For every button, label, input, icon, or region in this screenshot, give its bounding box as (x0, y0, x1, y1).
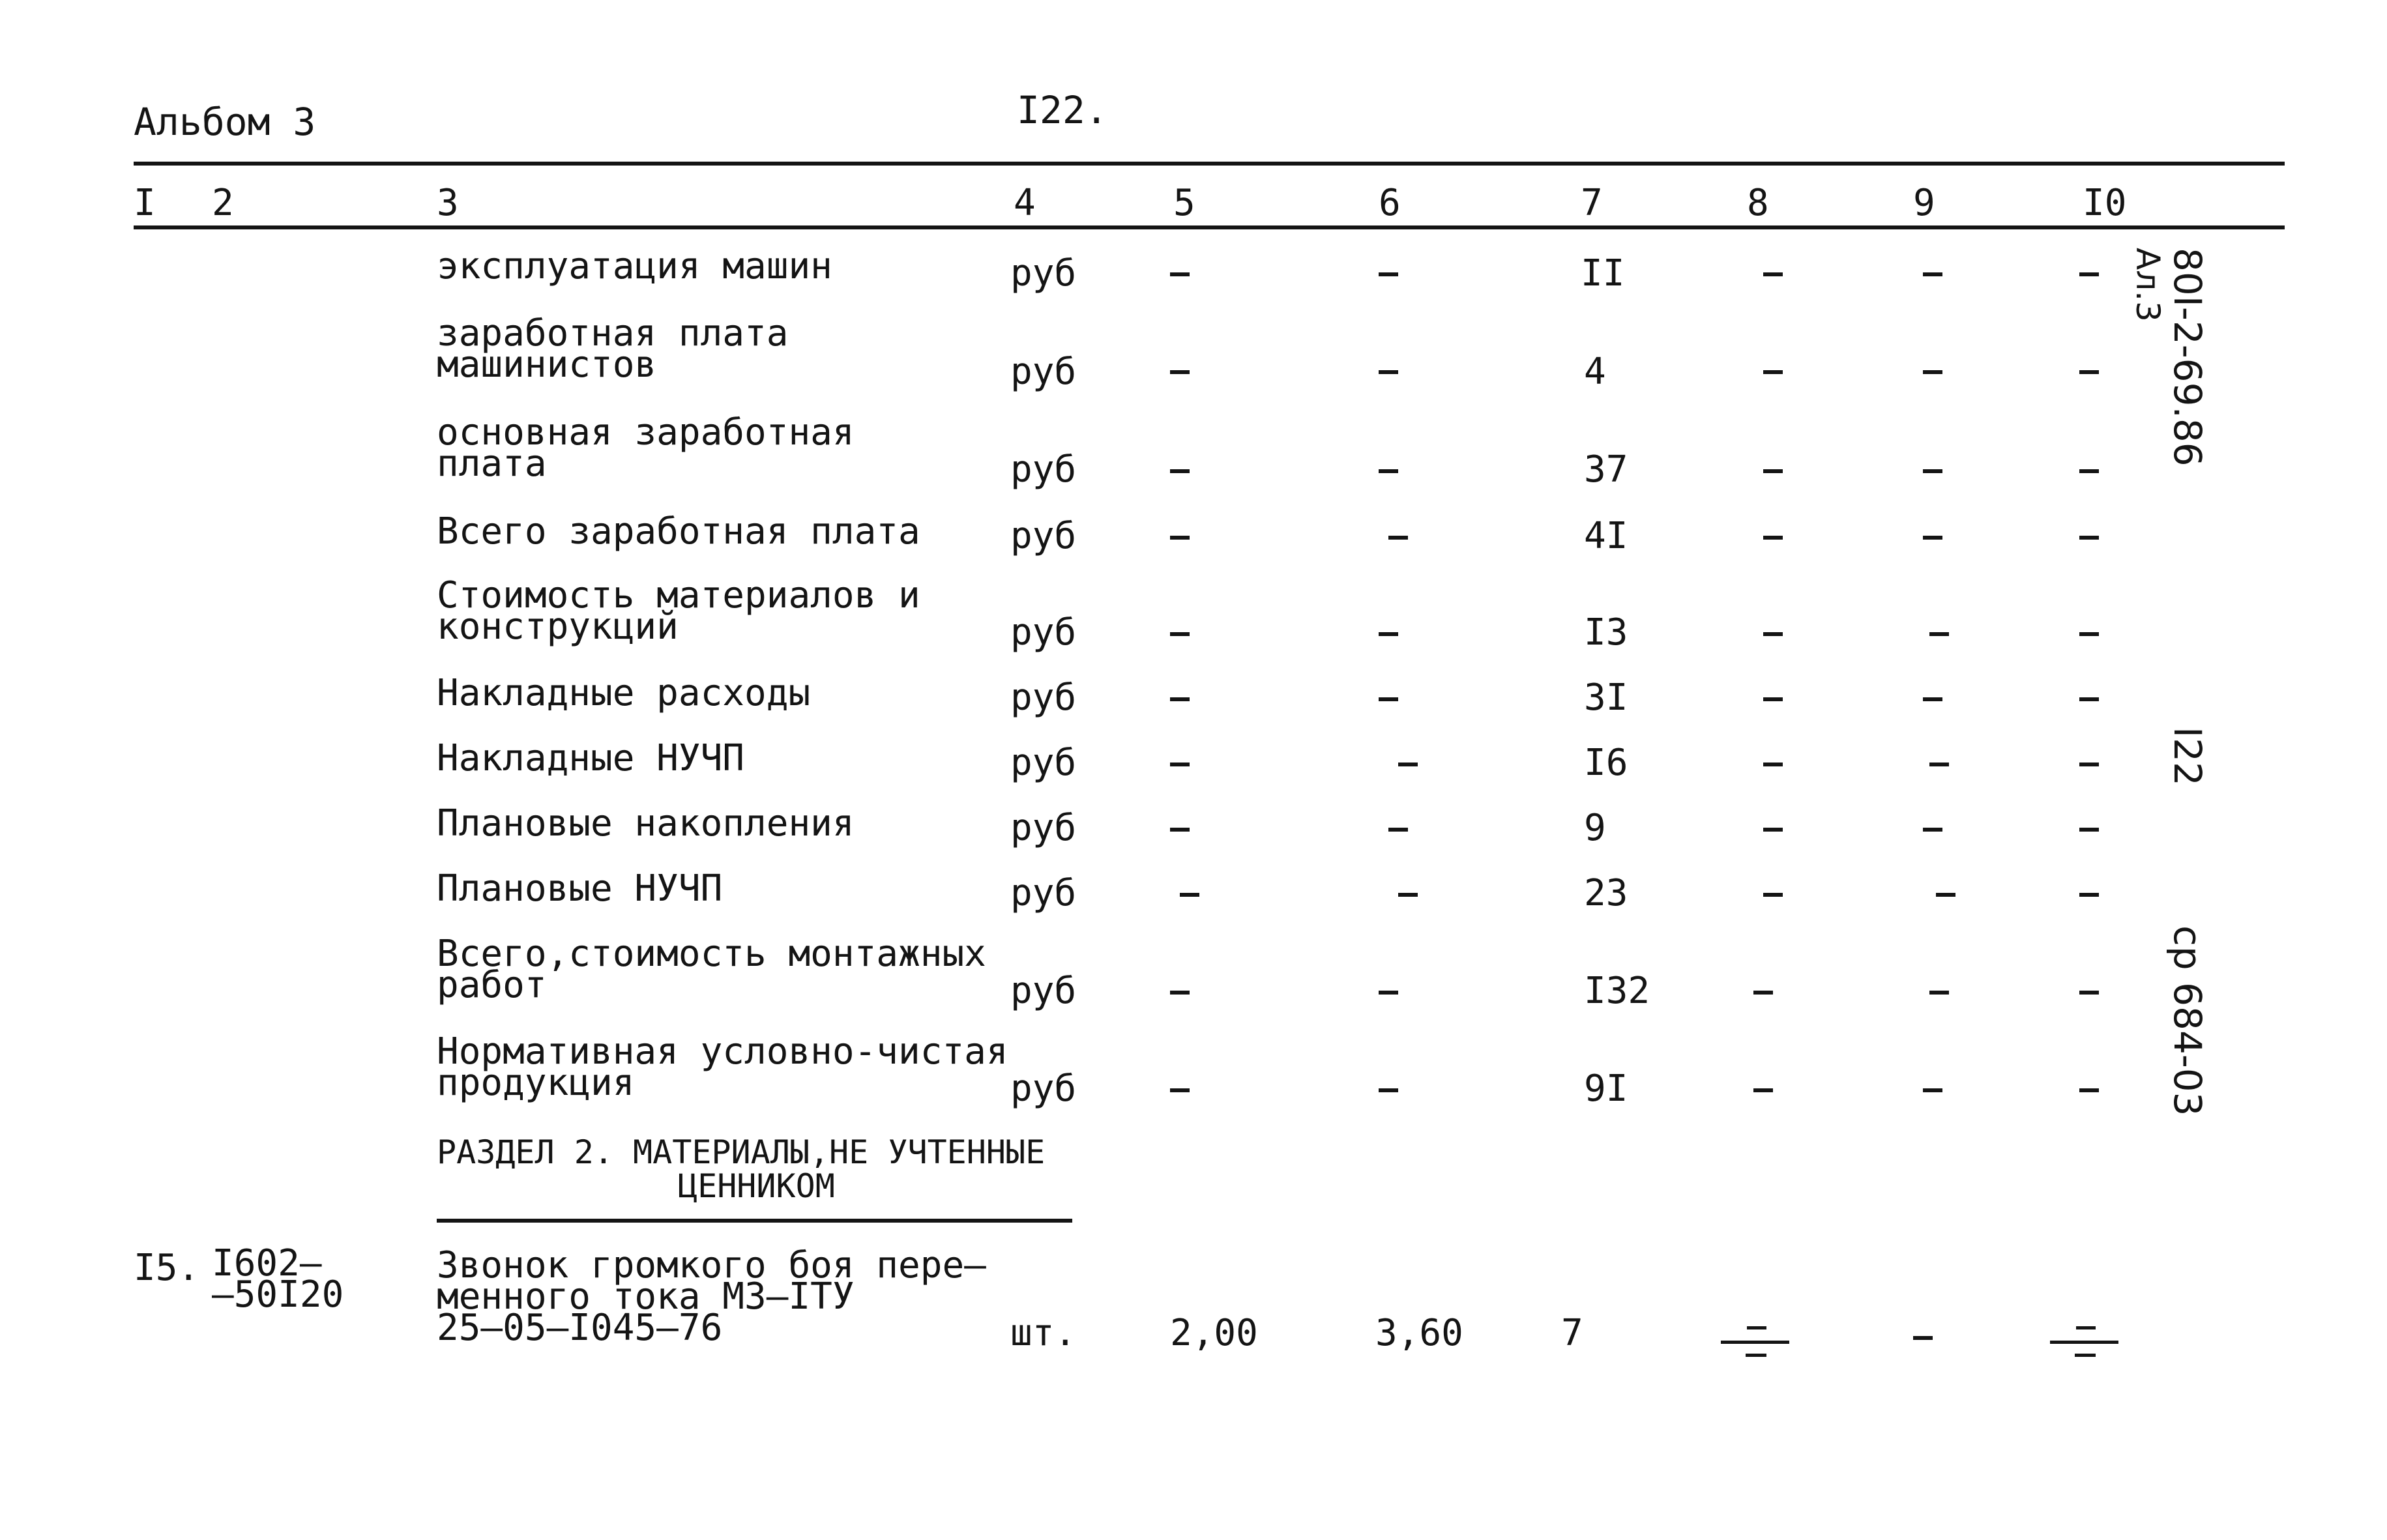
album-label: Альбом 3 (134, 100, 316, 144)
row-10-col8-dash (1753, 991, 1773, 995)
item-col8-stacked-dash-mark (1721, 1326, 1793, 1365)
row-3-unit: руб (1010, 448, 1077, 491)
row-8-col5-dash (1170, 828, 1190, 832)
column-number-10: I0 (2083, 182, 2127, 224)
row-3-col5-dash (1170, 469, 1190, 473)
row-10-description-line-1: Всего,стоимость монтажных (437, 933, 986, 975)
row-4-description (437, 510, 920, 553)
row-10-col10-dash (2079, 991, 2099, 995)
row-2-col7-value: 4 (1584, 351, 1606, 393)
column-number-9: 9 (1913, 182, 1935, 224)
row-11-col9-dash (1923, 1088, 1942, 1092)
column-number-7: 7 (1581, 182, 1603, 224)
row-6-col7-value: 3I (1584, 676, 1628, 719)
row-10-description-line-2: работ (437, 964, 547, 1006)
page-number: I22. (1017, 88, 1108, 132)
row-9-col7-value: 23 (1584, 872, 1628, 914)
row-1-col8-dash (1763, 272, 1783, 276)
row-7-description-line-1: Накладные НУЧП (437, 737, 745, 779)
row-8-col10-dash (2079, 828, 2099, 832)
row-1-col10-dash (2079, 272, 2099, 276)
row-5-col10-dash (2079, 632, 2099, 636)
row-5-col9-dash (1929, 632, 1949, 636)
row-9-description (437, 867, 723, 910)
margin-doc-code: 80I-2-69.86 (2165, 248, 2210, 467)
table-header-rule (134, 225, 2285, 229)
section-underline (437, 1219, 1072, 1223)
row-8-description (437, 802, 855, 845)
row-11-unit: руб (1010, 1068, 1077, 1110)
item-col9-dash (1913, 1336, 1933, 1340)
row-7-col9-dash (1929, 763, 1949, 766)
item-number: I5. (134, 1247, 200, 1289)
row-4-col7-value: 4I (1584, 515, 1628, 557)
row-10-col6-dash (1379, 991, 1398, 995)
row-5-col5-dash (1170, 632, 1190, 636)
row-11-col8-dash (1753, 1088, 1773, 1092)
section-heading-line-2: ЦЕННИКОМ (678, 1167, 835, 1205)
row-7-col5-dash (1170, 763, 1190, 766)
row-7-col7-value: I6 (1584, 742, 1628, 784)
row-10-col5-dash (1170, 991, 1190, 995)
item-col5-value: 2,00 (1170, 1312, 1258, 1354)
row-3-col6-dash (1379, 469, 1398, 473)
row-2-col5-dash (1170, 370, 1190, 374)
item-description (437, 1244, 986, 1349)
row-2-description-line-1: заработная плата (437, 312, 789, 355)
row-2-col6-dash (1379, 370, 1398, 374)
row-5-description-line-1: Стоимость материалов и (437, 574, 920, 617)
row-11-col5-dash (1170, 1088, 1190, 1092)
row-5-col6-dash (1379, 632, 1398, 636)
row-2-unit: руб (1010, 351, 1077, 393)
item-col7-value: 7 (1561, 1312, 1583, 1354)
row-9-col10-dash (2079, 893, 2099, 897)
column-number-1: I (134, 182, 156, 224)
row-3-description-line-1: основная заработная (437, 411, 855, 454)
row-4-unit: руб (1010, 515, 1077, 557)
row-9-col6-dash (1398, 893, 1418, 897)
column-number-8: 8 (1747, 182, 1769, 224)
row-8-description-line-1: Плановые накопления (437, 802, 855, 845)
section-heading-line-1: РАЗДЕЛ 2. МАТЕРИАЛЫ,НЕ УЧТЕННЫЕ (437, 1133, 1046, 1171)
row-2-description-line-2: машинистов (437, 343, 657, 386)
margin-catalog-code: ср 684-03 (2165, 925, 2210, 1116)
item-col10-stacked-dash-mark (2050, 1326, 2122, 1365)
row-4-col5-dash (1170, 536, 1190, 540)
row-7-unit: руб (1010, 742, 1077, 784)
row-8-col7-value: 9 (1584, 807, 1606, 849)
row-9-unit: руб (1010, 872, 1077, 914)
row-9-description-line-1: Плановые НУЧП (437, 867, 723, 910)
section-heading (437, 1135, 1045, 1203)
row-9-col9-dash (1936, 893, 1955, 897)
row-10-col9-dash (1929, 991, 1949, 995)
item-description-line-3: 25–05–I045–76 (437, 1307, 723, 1349)
row-6-col6-dash (1379, 697, 1398, 701)
row-8-unit: руб (1010, 807, 1077, 849)
column-number-5: 5 (1173, 182, 1195, 224)
row-1-unit: руб (1010, 252, 1077, 295)
row-3-description (437, 411, 855, 485)
row-3-col8-dash (1763, 469, 1783, 473)
row-7-col6-dash (1398, 763, 1418, 766)
row-11-description-line-2: продукция (437, 1062, 635, 1104)
row-2-col10-dash (2079, 370, 2099, 374)
row-5-description-line-2: конструкций (437, 605, 679, 648)
row-7-col10-dash (2079, 763, 2099, 766)
item-code-line-2: –50I20 (212, 1273, 344, 1316)
row-6-col8-dash (1763, 697, 1783, 701)
row-9-col8-dash (1763, 893, 1783, 897)
row-4-col8-dash (1763, 536, 1783, 540)
row-2-description (437, 312, 789, 386)
table-top-rule (134, 162, 2285, 166)
column-number-4: 4 (1014, 182, 1036, 224)
row-1-col5-dash (1170, 272, 1190, 276)
row-3-col9-dash (1923, 469, 1942, 473)
row-4-col10-dash (2079, 536, 2099, 540)
margin-album-short: Ал.3 (2129, 248, 2167, 322)
column-number-6: 6 (1379, 182, 1401, 224)
row-1-description-line-1: эксплуатация машин (437, 245, 832, 287)
row-5-col7-value: I3 (1584, 611, 1628, 654)
row-1-col7-value: II (1581, 252, 1625, 295)
row-11-col10-dash (2079, 1088, 2099, 1092)
row-1-col6-dash (1379, 272, 1398, 276)
item-code-line-1: I602– (212, 1242, 322, 1285)
column-number-2: 2 (212, 182, 234, 224)
row-8-col6-dash (1388, 828, 1408, 832)
row-11-description (437, 1030, 1008, 1104)
row-6-description (437, 672, 811, 714)
row-11-col7-value: 9I (1584, 1068, 1628, 1110)
row-10-col7-value: I32 (1584, 970, 1650, 1012)
row-6-unit: руб (1010, 676, 1077, 719)
row-8-col9-dash (1923, 828, 1942, 832)
row-5-description (437, 574, 920, 648)
row-8-col8-dash (1763, 828, 1783, 832)
row-6-description-line-1: Накладные расходы (437, 672, 811, 714)
item-code (212, 1242, 344, 1316)
row-3-col10-dash (2079, 469, 2099, 473)
item-unit: шт. (1010, 1312, 1077, 1354)
row-7-description (437, 737, 745, 779)
row-6-col10-dash (2079, 697, 2099, 701)
row-4-col6-dash (1388, 536, 1408, 540)
row-10-unit: руб (1010, 970, 1077, 1012)
item-description-line-2: менного тока МЗ–IТУ (437, 1275, 855, 1318)
column-number-3: 3 (437, 182, 459, 224)
row-5-col8-dash (1763, 632, 1783, 636)
row-4-col9-dash (1923, 536, 1942, 540)
row-11-col6-dash (1379, 1088, 1398, 1092)
row-6-col9-dash (1923, 697, 1942, 701)
item-col6-value: 3,60 (1375, 1312, 1463, 1354)
row-7-col8-dash (1763, 763, 1783, 766)
item-description-line-1: Звонок громкого боя пере– (437, 1244, 986, 1286)
row-3-description-line-2: плата (437, 443, 547, 485)
row-1-description (437, 245, 832, 287)
row-10-description (437, 933, 986, 1006)
margin-page-number: I22 (2165, 727, 2210, 786)
row-2-col8-dash (1763, 370, 1783, 374)
row-1-col9-dash (1923, 272, 1942, 276)
row-6-col5-dash (1170, 697, 1190, 701)
row-3-col7-value: 37 (1584, 448, 1628, 491)
row-9-col5-dash (1180, 893, 1199, 897)
row-11-description-line-1: Нормативная условно-чистая (437, 1030, 1008, 1073)
row-5-unit: руб (1010, 611, 1077, 654)
row-2-col9-dash (1923, 370, 1942, 374)
row-4-description-line-1: Всего заработная плата (437, 510, 920, 553)
